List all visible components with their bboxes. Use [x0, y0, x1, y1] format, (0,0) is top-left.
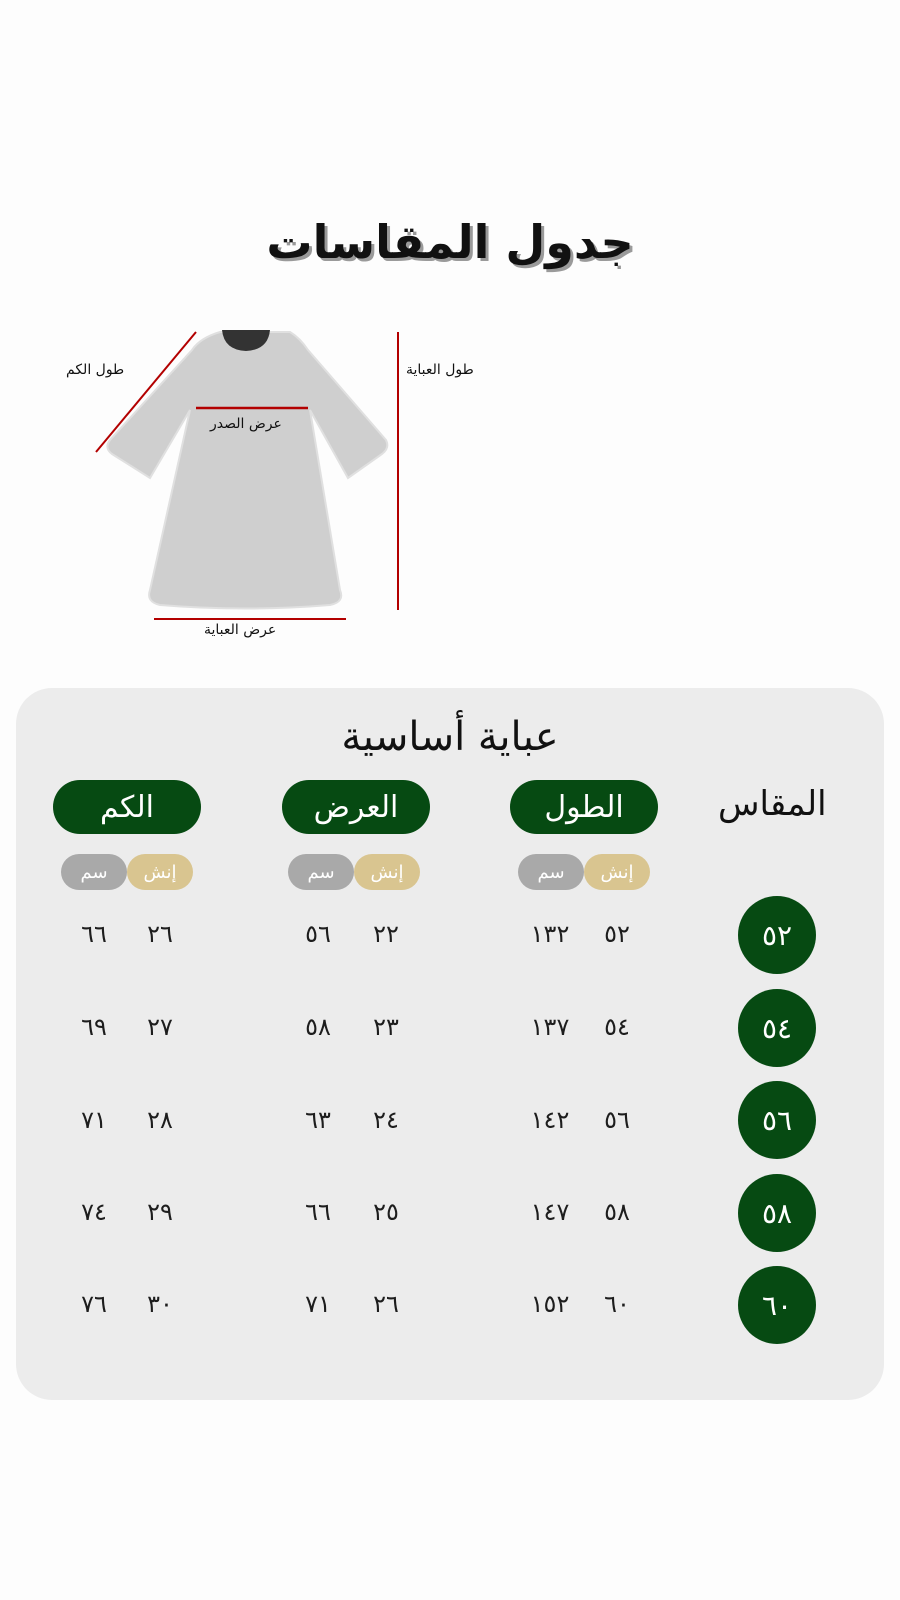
width-cm-value: ٦٣	[305, 1106, 331, 1134]
sleeve-cm-value: ٦٩	[81, 1013, 107, 1041]
size-badge: ٥٢	[738, 896, 816, 974]
width-cm-value: ٧١	[305, 1290, 331, 1318]
sleeve-column-header: الكم	[53, 780, 201, 834]
size-chart-card	[16, 688, 884, 1400]
sleeve-inch-badge: إنش	[127, 854, 193, 890]
width-cm-value: ٥٦	[305, 920, 331, 948]
width-inch-value: ٢٤	[373, 1106, 399, 1134]
size-column-header: المقاس	[718, 784, 827, 824]
width-inch-badge: إنش	[354, 854, 420, 890]
size-badge: ٥٤	[738, 989, 816, 1067]
abaya-diagram	[0, 320, 520, 660]
length-cm-value: ١٤٧	[530, 1198, 570, 1226]
length-cm-value: ١٣٧	[530, 1013, 570, 1041]
width-cm-value: ٦٦	[305, 1198, 331, 1226]
width-cm-value: ٥٨	[305, 1013, 331, 1041]
card-title: عباية أساسية	[341, 714, 559, 760]
abaya-length-label: طول العباية	[406, 362, 474, 378]
length-cm-badge: سم	[518, 854, 584, 890]
sleeve-cm-value: ٧٦	[81, 1290, 107, 1318]
sleeve-inch-value: ٢٨	[147, 1106, 173, 1134]
width-cm-badge: سم	[288, 854, 354, 890]
sleeve-cm-value: ٦٦	[81, 920, 107, 948]
length-column-header: الطول	[510, 780, 658, 834]
length-inch-value: ٥٢	[604, 920, 630, 948]
page-title: جدول المقاسات	[266, 215, 634, 269]
length-inch-value: ٦٠	[604, 1290, 630, 1318]
length-cm-value: ١٣٢	[530, 920, 570, 948]
chest-width-label: عرض الصدر	[210, 416, 282, 432]
width-inch-value: ٢٢	[373, 920, 399, 948]
size-badge: ٦٠	[738, 1266, 816, 1344]
sleeve-length-label: طول الكم	[66, 362, 125, 378]
width-column-header: العرض	[282, 780, 430, 834]
size-badge: ٥٨	[738, 1174, 816, 1252]
width-inch-value: ٢٥	[373, 1198, 399, 1226]
sleeve-inch-value: ٢٩	[147, 1198, 173, 1226]
size-badge: ٥٦	[738, 1081, 816, 1159]
sleeve-cm-value: ٧١	[81, 1106, 107, 1134]
length-cm-value: ١٤٢	[530, 1106, 570, 1134]
sleeve-inch-value: ٣٠	[147, 1290, 173, 1318]
length-inch-value: ٥٨	[604, 1198, 630, 1226]
length-cm-value: ١٥٢	[530, 1290, 570, 1318]
sleeve-inch-value: ٢٦	[147, 920, 173, 948]
length-inch-value: ٥٦	[604, 1106, 630, 1134]
width-inch-value: ٢٦	[373, 1290, 399, 1318]
length-inch-value: ٥٤	[604, 1013, 630, 1041]
sleeve-cm-value: ٧٤	[81, 1198, 107, 1226]
length-inch-badge: إنش	[584, 854, 650, 890]
sleeve-inch-value: ٢٧	[147, 1013, 173, 1041]
abaya-width-label: عرض العباية	[204, 622, 277, 638]
sleeve-cm-badge: سم	[61, 854, 127, 890]
width-inch-value: ٢٣	[373, 1013, 399, 1041]
